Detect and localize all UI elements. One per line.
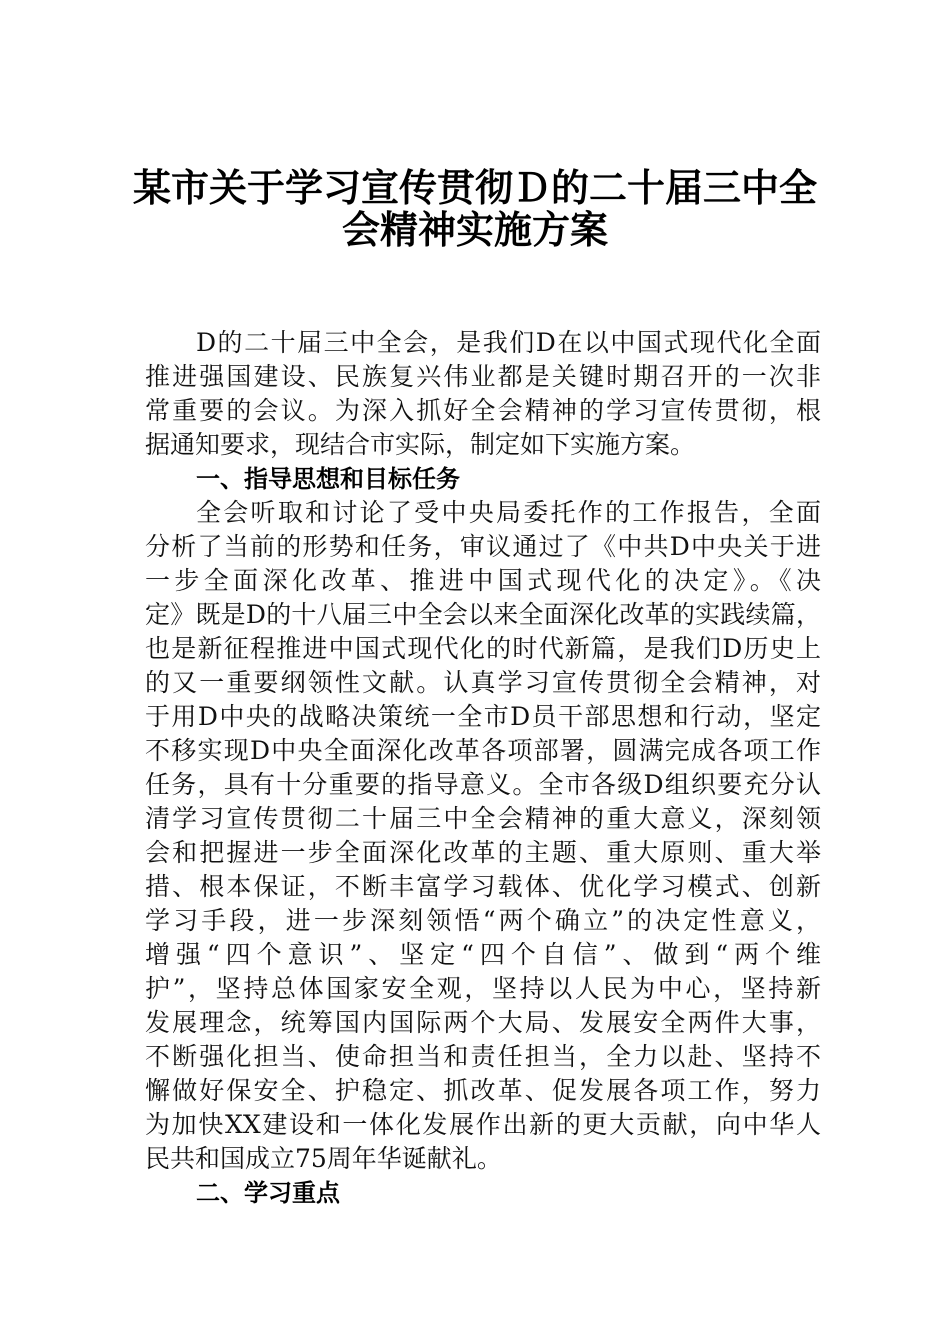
- section-1-paragraph-line: 懈做好保安全、护稳定、抓改革、促发展各项工作，努力: [145, 1076, 821, 1105]
- section-1-paragraph-line: 增强“四个意识”、坚定“四个自信”、做到“两个维: [145, 940, 821, 969]
- section-1-paragraph-line: 措、根本保证，不断丰富学习载体、优化学习模式、创新: [145, 872, 821, 901]
- section-1-paragraph-line: 为加快XX建设和一体化发展作出新的更大贡献，向中华人: [145, 1110, 821, 1139]
- intro-paragraph-line: 推进强国建设、民族复兴伟业都是关键时期召开的一次非: [145, 362, 821, 391]
- document-body: [145, 326, 821, 1210]
- section-1-paragraph-line: 不断强化担当、使命担当和责任担当，全力以赴、坚持不: [145, 1042, 821, 1071]
- document-title-line-2: 会精神实施方案: [341, 207, 608, 252]
- document-title-line-1: 某市关于学习宣传贯彻Ｄ的二十届三中全: [132, 165, 817, 210]
- section-1-paragraph-line: 的又一重要纲领性文献。认真学习宣传贯彻全会精神，对: [145, 668, 821, 697]
- intro-paragraph-line: D的二十届三中全会，是我们D在以中国式现代化全面: [196, 328, 821, 357]
- section-1-paragraph-line: 定》既是D的十八届三中全会以来全面深化改革的实践续篇，: [145, 600, 821, 629]
- section-1-paragraph-line: 学习手段，进一步深刻领悟“两个确立”的决定性意义，: [145, 906, 821, 935]
- section-1-paragraph-line: 清学习宣传贯彻二十届三中全会精神的重大意义，深刻领: [145, 804, 821, 833]
- section-1-paragraph-line: 会和把握进一步全面深化改革的主题、重大原则、重大举: [145, 838, 821, 867]
- section-heading-study-focus: 二、学习重点: [196, 1179, 340, 1207]
- intro-paragraph-line: 常重要的会议。为深入抓好全会精神的学习宣传贯彻，根: [145, 396, 821, 425]
- section-heading-guiding-ideology: 一、指导思想和目标任务: [196, 465, 460, 493]
- section-1-paragraph-line: 不移实现D中央全面深化改革各项部署，圆满完成各项工作: [145, 736, 821, 765]
- section-1-paragraph-line: 全会听取和讨论了受中央局委托作的工作报告，全面: [196, 498, 821, 527]
- section-1-paragraph-line: 任务，具有十分重要的指导意义。全市各级D组织要充分认: [145, 770, 821, 799]
- section-1-paragraph-line: 分析了当前的形势和任务，审议通过了《中共D中央关于进: [145, 532, 821, 561]
- intro-paragraph-line: 据通知要求，现结合市实际，制定如下实施方案。: [145, 430, 696, 459]
- section-1-paragraph-line: 一步全面深化改革、推进中国式现代化的决定》。《决: [145, 566, 821, 595]
- section-1-paragraph-line: 民共和国成立75周年华诞献礼。: [145, 1144, 502, 1173]
- section-1-paragraph-line: 发展理念，统筹国内国际两个大局、发展安全两件大事，: [145, 1008, 821, 1037]
- section-1-paragraph-line: 护”，坚持总体国家安全观，坚持以人民为中心，坚持新: [145, 974, 821, 1003]
- section-1-paragraph-line: 于用D中央的战略决策统一全市D员干部思想和行动，坚定: [145, 702, 821, 731]
- section-1-paragraph-line: 也是新征程推进中国式现代化的时代新篇，是我们D历史上: [145, 634, 821, 663]
